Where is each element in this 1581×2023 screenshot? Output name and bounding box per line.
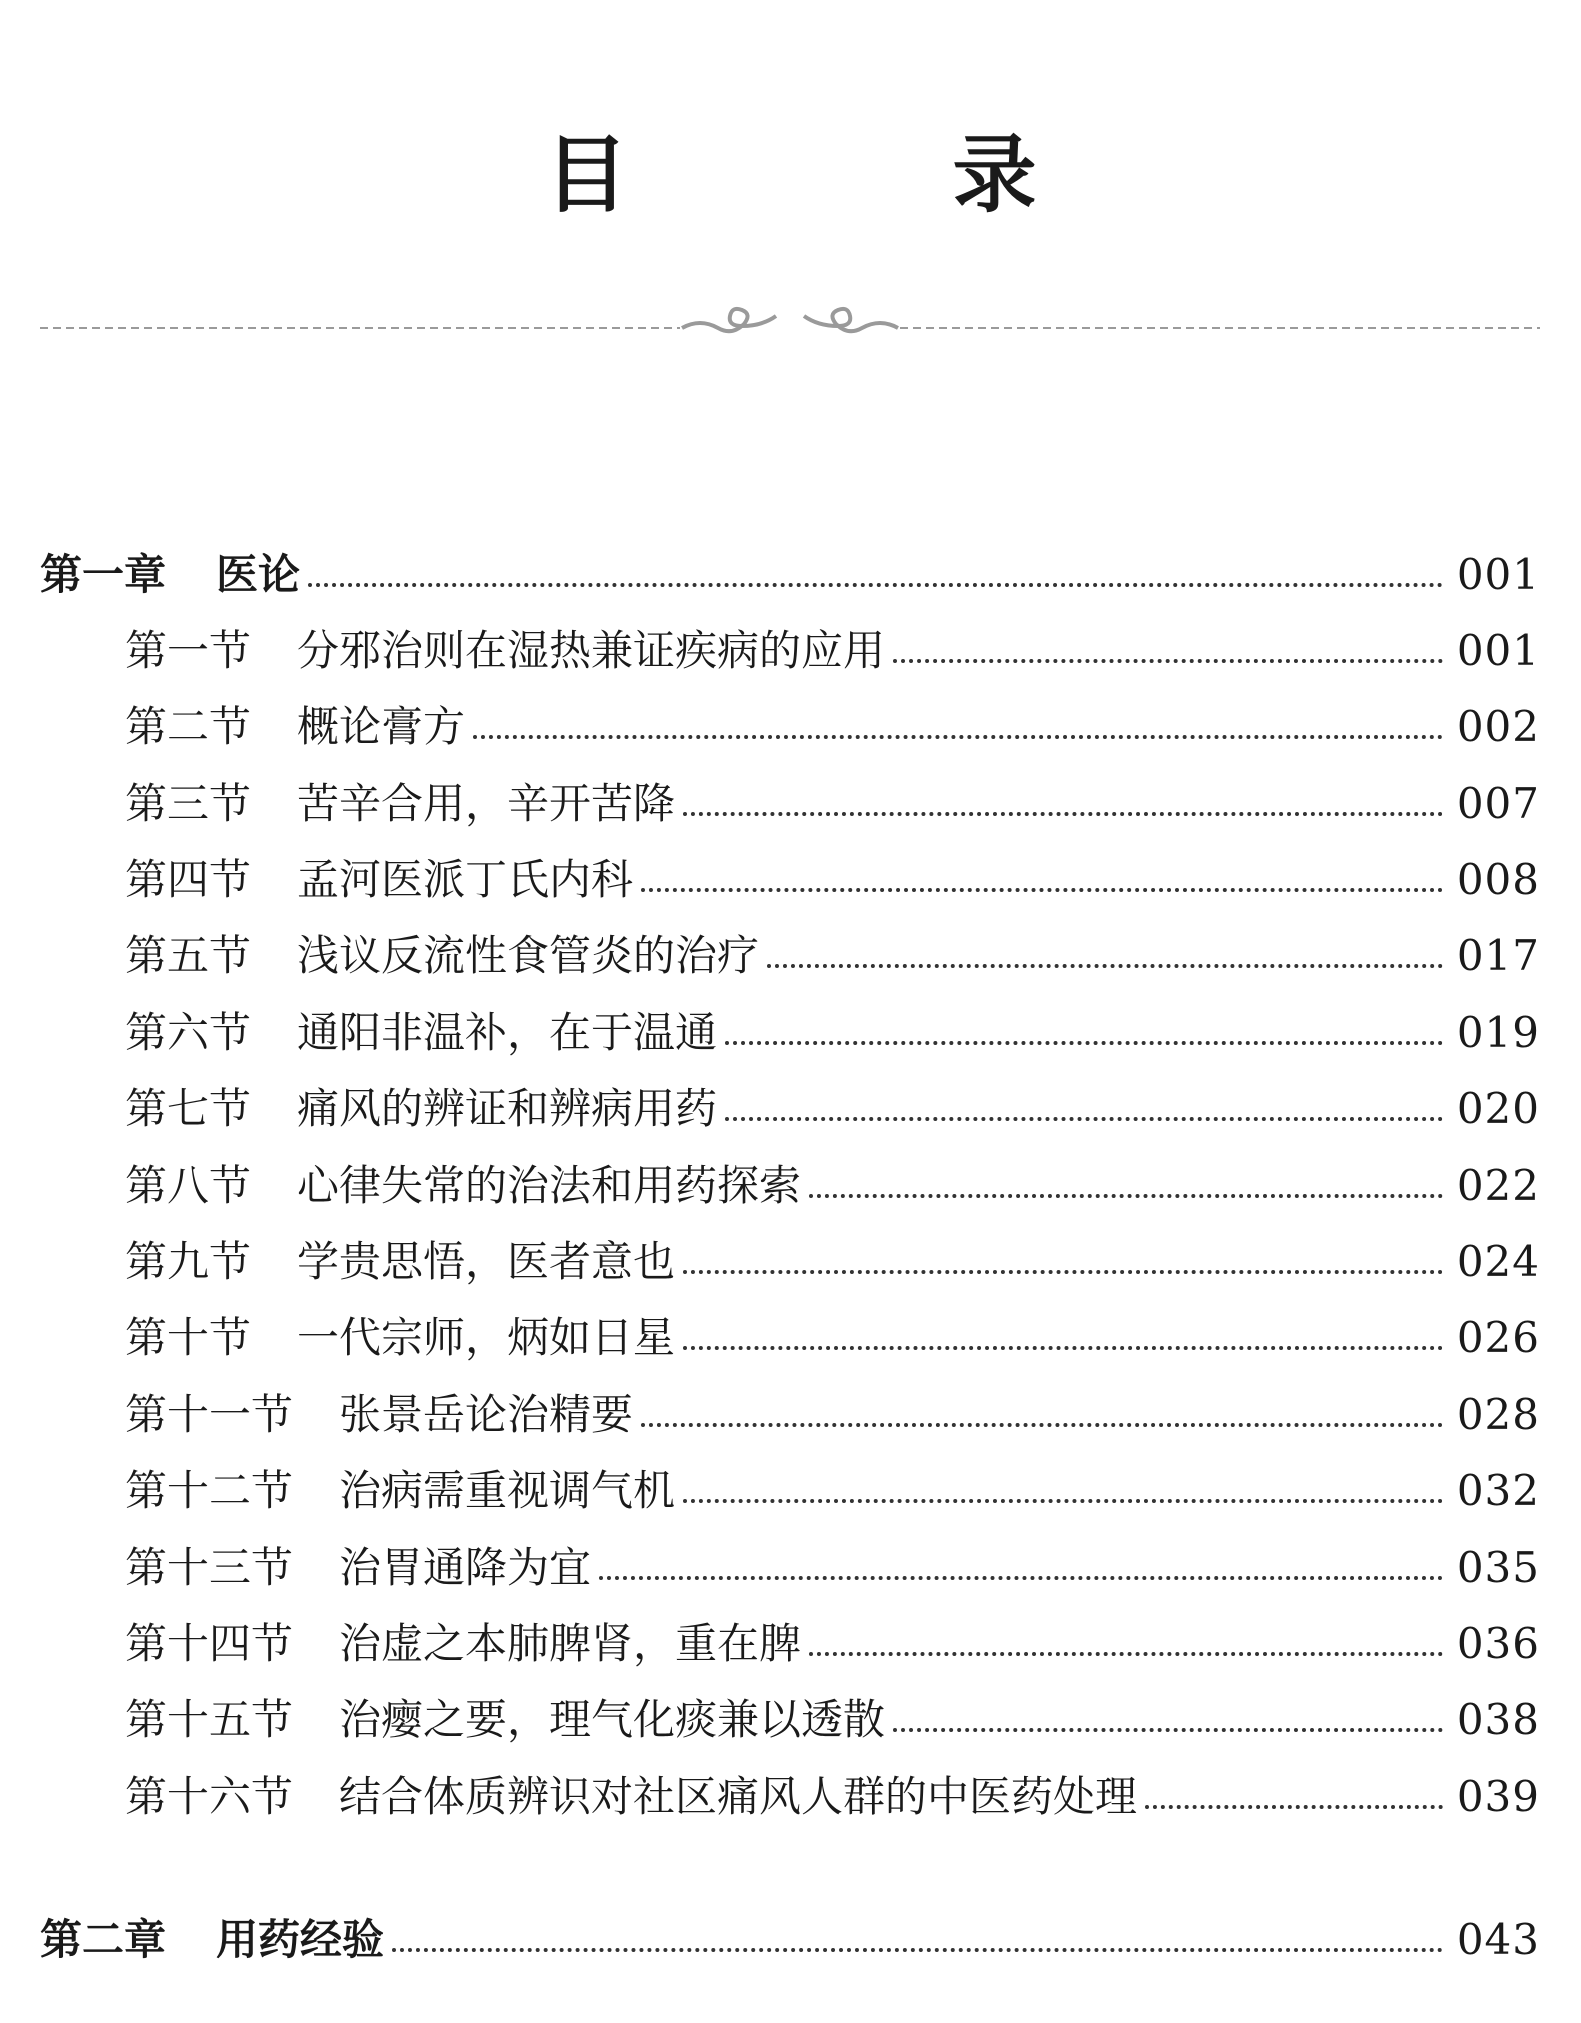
dot-leader <box>392 1948 1443 1952</box>
dot-leader <box>599 1576 1443 1580</box>
section-title: 治病需重视调气机 <box>339 1466 676 1515</box>
dot-leader <box>725 1117 1443 1121</box>
section-number: 第十六节 <box>125 1772 294 1821</box>
dot-leader <box>725 1041 1443 1045</box>
page-number: 017 <box>1456 931 1540 980</box>
toc-section[interactable] <box>125 1079 1540 1139</box>
section-number: 第二节 <box>125 702 252 751</box>
section-number: 第六节 <box>125 1008 252 1057</box>
section-number: 第七节 <box>125 1084 252 1133</box>
page-number: 043 <box>1456 1915 1540 1964</box>
section-number: 第四节 <box>125 855 252 904</box>
section-number: 第十四节 <box>125 1619 294 1668</box>
page-number: 022 <box>1456 1161 1540 1210</box>
toc-section[interactable] <box>125 1461 1540 1521</box>
page-number: 001 <box>1456 550 1540 599</box>
section-number: 第十三节 <box>125 1543 294 1592</box>
section-number: 第十五节 <box>125 1695 294 1744</box>
section-title: 孟河医派丁氏内科 <box>297 855 634 904</box>
section-number: 第一节 <box>125 626 252 675</box>
dot-leader <box>641 888 1443 892</box>
section-number: 第九节 <box>125 1237 252 1286</box>
chapter-title: 用药经验 <box>216 1915 385 1964</box>
section-title: 治虚之本肺脾肾，重在脾 <box>339 1619 802 1668</box>
dot-leader <box>308 583 1443 587</box>
toc-section[interactable] <box>125 1538 1540 1598</box>
toc-section[interactable] <box>125 1767 1540 1827</box>
toc-section[interactable] <box>125 1232 1540 1292</box>
page-number: 036 <box>1456 1619 1540 1668</box>
section-number: 第十节 <box>125 1313 252 1362</box>
toc-section[interactable] <box>125 926 1540 986</box>
section-number: 第十二节 <box>125 1466 294 1515</box>
section-title: 张景岳论治精要 <box>339 1390 634 1439</box>
page-title: 目 录 <box>544 126 1157 224</box>
page-number: 020 <box>1456 1084 1540 1133</box>
dot-leader <box>683 1270 1443 1274</box>
toc-section[interactable] <box>125 1385 1540 1445</box>
chapter-number: 第一章 <box>40 550 167 599</box>
section-title: 浅议反流性食管炎的治疗 <box>297 931 760 980</box>
ornamental-divider <box>40 302 1540 342</box>
toc-section[interactable] <box>125 1003 1540 1063</box>
toc-section[interactable] <box>125 850 1540 910</box>
dot-leader <box>683 1346 1443 1350</box>
section-title: 治胃通降为宜 <box>339 1543 592 1592</box>
section-number: 第三节 <box>125 779 252 828</box>
dot-leader <box>767 964 1443 968</box>
dot-leader <box>683 1499 1443 1503</box>
page-number: 038 <box>1456 1695 1540 1744</box>
dot-leader <box>893 1728 1443 1732</box>
dot-leader <box>809 1194 1443 1198</box>
section-title: 通阳非温补，在于温通 <box>297 1008 718 1057</box>
toc-section[interactable] <box>125 1614 1540 1674</box>
toc-section[interactable] <box>125 697 1540 757</box>
section-number: 第八节 <box>125 1161 252 1210</box>
toc-section[interactable] <box>125 1308 1540 1368</box>
page-number: 035 <box>1456 1543 1540 1592</box>
toc-chapter-2[interactable] <box>40 1910 1540 1970</box>
dot-leader <box>809 1652 1443 1656</box>
page-number: 001 <box>1456 626 1540 675</box>
page-number: 008 <box>1456 855 1540 904</box>
toc-chapter-1[interactable] <box>40 545 1540 605</box>
page-number: 024 <box>1456 1237 1540 1286</box>
section-title: 痛风的辨证和辨病用药 <box>297 1084 718 1133</box>
section-title: 概论膏方 <box>297 702 466 751</box>
dot-leader <box>1145 1805 1443 1809</box>
page-number: 032 <box>1456 1466 1540 1515</box>
page-number: 007 <box>1456 779 1540 828</box>
toc-section[interactable] <box>125 1156 1540 1216</box>
toc-section[interactable] <box>125 621 1540 681</box>
section-title: 学贵思悟，医者意也 <box>297 1237 676 1286</box>
dot-leader <box>641 1423 1443 1427</box>
section-number: 第五节 <box>125 931 252 980</box>
dot-leader <box>893 659 1443 663</box>
section-title: 苦辛合用，辛开苦降 <box>297 779 676 828</box>
chapter-title: 医论 <box>216 550 301 599</box>
toc-section[interactable] <box>125 1690 1540 1750</box>
chapter-number: 第二章 <box>40 1915 167 1964</box>
toc-section[interactable] <box>125 774 1540 834</box>
page-number: 028 <box>1456 1390 1540 1439</box>
section-title: 分邪治则在湿热兼证疾病的应用 <box>297 626 886 675</box>
dot-leader <box>473 735 1443 739</box>
section-number: 第十一节 <box>125 1390 294 1439</box>
dot-leader <box>683 812 1443 816</box>
section-title: 心律失常的治法和用药探索 <box>297 1161 802 1210</box>
page-number: 019 <box>1456 1008 1540 1057</box>
page-number: 026 <box>1456 1313 1540 1362</box>
page-number: 039 <box>1456 1772 1540 1821</box>
page-number: 002 <box>1456 702 1540 751</box>
section-title: 一代宗师，炳如日星 <box>297 1313 676 1362</box>
section-title: 结合体质辨识对社区痛风人群的中医药处理 <box>339 1772 1138 1821</box>
section-title: 治瘿之要，理气化痰兼以透散 <box>339 1695 886 1744</box>
